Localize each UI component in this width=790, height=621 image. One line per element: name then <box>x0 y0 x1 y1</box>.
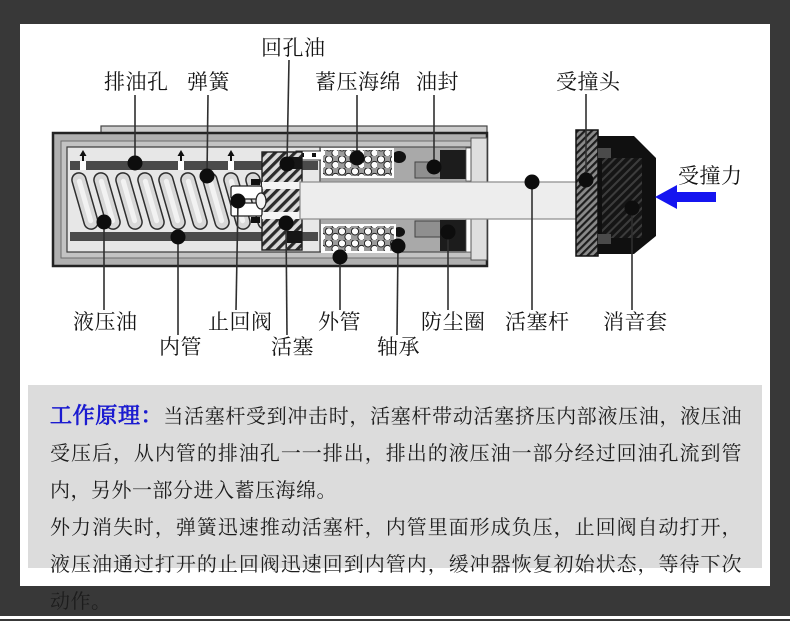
cap-notch-top <box>598 148 611 158</box>
label-inner-tube: 内管 <box>159 336 202 359</box>
label-check-valve: 止回阀 <box>208 311 273 334</box>
impact-head-plate <box>576 130 598 256</box>
impact-head-assembly <box>576 130 656 256</box>
principle-heading: 工作原理： <box>50 403 164 428</box>
label-accumulator-sponge: 蓄压海绵 <box>315 71 401 94</box>
label-piston: 活塞 <box>271 336 314 359</box>
impact-head-cap-hatch <box>602 158 642 238</box>
label-return-oil-hole: 回孔油 <box>261 37 326 60</box>
principle-paragraph-1 <box>50 397 742 510</box>
accumulator-sponge-bottom <box>322 225 395 252</box>
label-hydraulic-oil: 液压油 <box>73 311 138 334</box>
label-piston-rod: 活塞杆 <box>505 311 570 334</box>
label-bearing: 轴承 <box>377 336 420 359</box>
label-oil-drain-hole: 排油孔 <box>104 71 169 94</box>
label-spring: 弹簧 <box>187 71 230 94</box>
principle-text-1: 当活塞杆受到冲击时，活塞杆带动活塞挤压内部液压油，液压油受压后，从内管的排油孔一一排出，排出的液压油一部分经过回油孔流到管内，另外一部分进入蓄压海绵。 <box>50 406 742 502</box>
working-principle-panel <box>28 385 762 613</box>
seal-strip-top <box>466 148 471 181</box>
impact-force-arrow <box>655 185 716 209</box>
principle-text-2: 外力消失时，弹簧迅速推动活塞杆，内管里面形成负压，止回阀自动打开，液压油通过打开的止回阀迅速回到内管内，缓冲器恢复初始状态，等待下次动作。 <box>50 517 742 613</box>
label-impact-head: 受撞头 <box>556 71 621 94</box>
piston-rod-bar <box>300 182 586 219</box>
label-oil-seal: 油封 <box>416 71 459 94</box>
seal-strip-bottom <box>466 218 471 252</box>
principle-paragraph-2 <box>50 510 742 621</box>
cap-notch-bottom <box>598 234 611 244</box>
label-silencer-sleeve: 消音套 <box>603 311 668 334</box>
label-outer-tube: 外管 <box>318 311 361 334</box>
oil-seal-block <box>440 150 466 179</box>
label-impact-force: 受撞力 <box>678 165 743 188</box>
label-dust-ring: 防尘圈 <box>421 311 486 334</box>
